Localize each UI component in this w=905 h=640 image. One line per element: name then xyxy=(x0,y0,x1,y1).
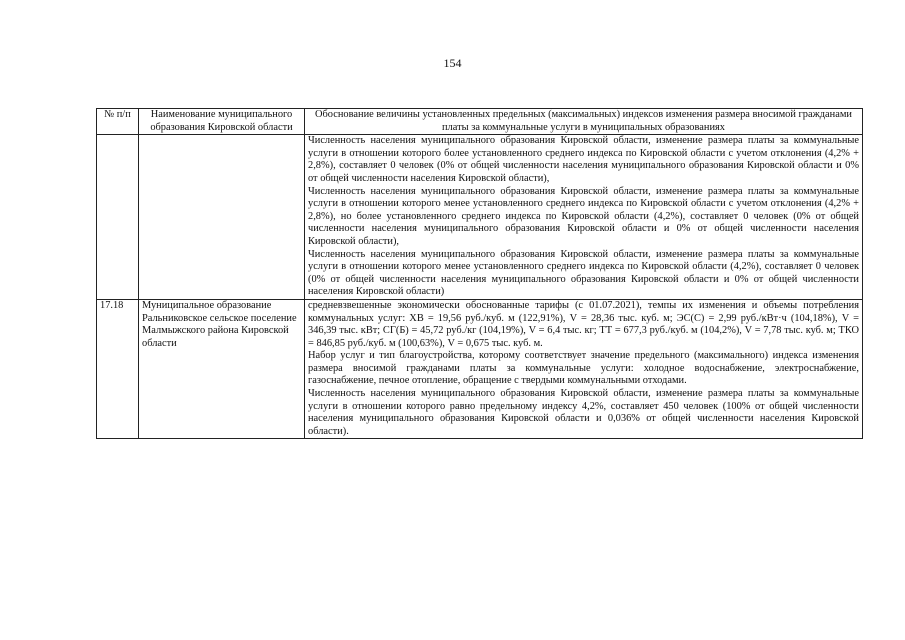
justification-paragraph: Численность населения муниципального образования Кировской области, изменение размера платы за коммунальные услуги в отношении которого менее установленного среднего индекса по Кировской области с учетом отклонения (4,2% + 2,8%), но более установленного среднего индекса по Кировской области (4,2%), составляет 0 человек (0% от общей численности населения муниципального образования Кировской области и 0% от общей численности населения Кировской области), xyxy=(308,185,859,247)
header-justification: Обоснование величины установленных предельных (максимальных) индексов изменения размера вносимой гражданами платы за коммунальные услуги в муниципальных образованиях xyxy=(305,109,863,135)
justification-paragraph: Численность населения муниципального образования Кировской области, изменение размера платы за коммунальные услуги в отношении которого менее установленного среднего индекса по Кировской области (4,2%), составляет 0 человек (0% от общей численности населения муниципального образования Кировской области и 0% от общей численности населения Кировской области) xyxy=(308,248,859,298)
table-row xyxy=(97,299,863,439)
row-num-cell: 17.18 xyxy=(97,299,139,439)
row-num-cell xyxy=(97,135,139,300)
table-header-row xyxy=(97,109,863,135)
justification-paragraph: средневзвешенные экономически обоснованные тарифы (с 01.07.2021), темпы их изменения и объемы потребления коммунальных услуг: ХВ = 19,56 руб./куб. м (122,91%), V = 28,36 тыс. куб. м; ЭС(С) = 2,99 руб./кВт·ч (104,18%), V = 346,39 тыс. кВт; СГ(Б) = 45,72 руб./кг (104,19%), V = 6,4 тыс. кг; ТТ = 677,3 руб./куб. м (104,2%), V = 7,78 тыс. куб. м; ТКО = 846,85 руб./куб. м (100,63%), V = 0,675 тыс. куб. м. xyxy=(308,299,859,349)
row-name-cell xyxy=(139,135,305,300)
row-justification-cell xyxy=(305,299,863,439)
page-number: 154 xyxy=(443,56,462,70)
justification-paragraph: Численность населения муниципального образования Кировской области, изменение размера платы за коммунальные услуги в отношении которого более установленного среднего индекса по Кировской области с учетом отклонения (4,2% + 2,8%), составляет 0 человек (0% от общей численности населения муниципального образования Кировской области и 0% от общей численности населения Кировской области), xyxy=(308,135,859,184)
row-justification-cell xyxy=(305,135,863,300)
justification-table xyxy=(96,108,863,439)
justification-paragraph: Численность населения муниципального образования Кировской области, изменение размера платы за коммунальные услуги в отношении которого равно предельному индексу 4,2%, составляет 450 человек (100% от общей численности населения муниципального образования Кировской области и 0,036% от общей численности населения Кировской области). xyxy=(308,388,859,437)
justification-paragraph: Набор услуг и тип благоустройства, которому соответствует значение предельного (максимального) индекса изменения размера вносимой гражданами платы за коммунальные услуги: холодное водоснабжение, электроснабжение, газоснабжение, печное отопление, обращение с твердыми коммунальными отходами. xyxy=(308,350,859,387)
row-name-cell: Муниципальное образование Ральниковское сельское поселение Малмыжского района Кировской области xyxy=(139,299,305,439)
table-row xyxy=(97,135,863,300)
header-name: Наименование муниципального образования Кировской области xyxy=(139,109,305,135)
header-num: № п/п xyxy=(97,109,139,135)
